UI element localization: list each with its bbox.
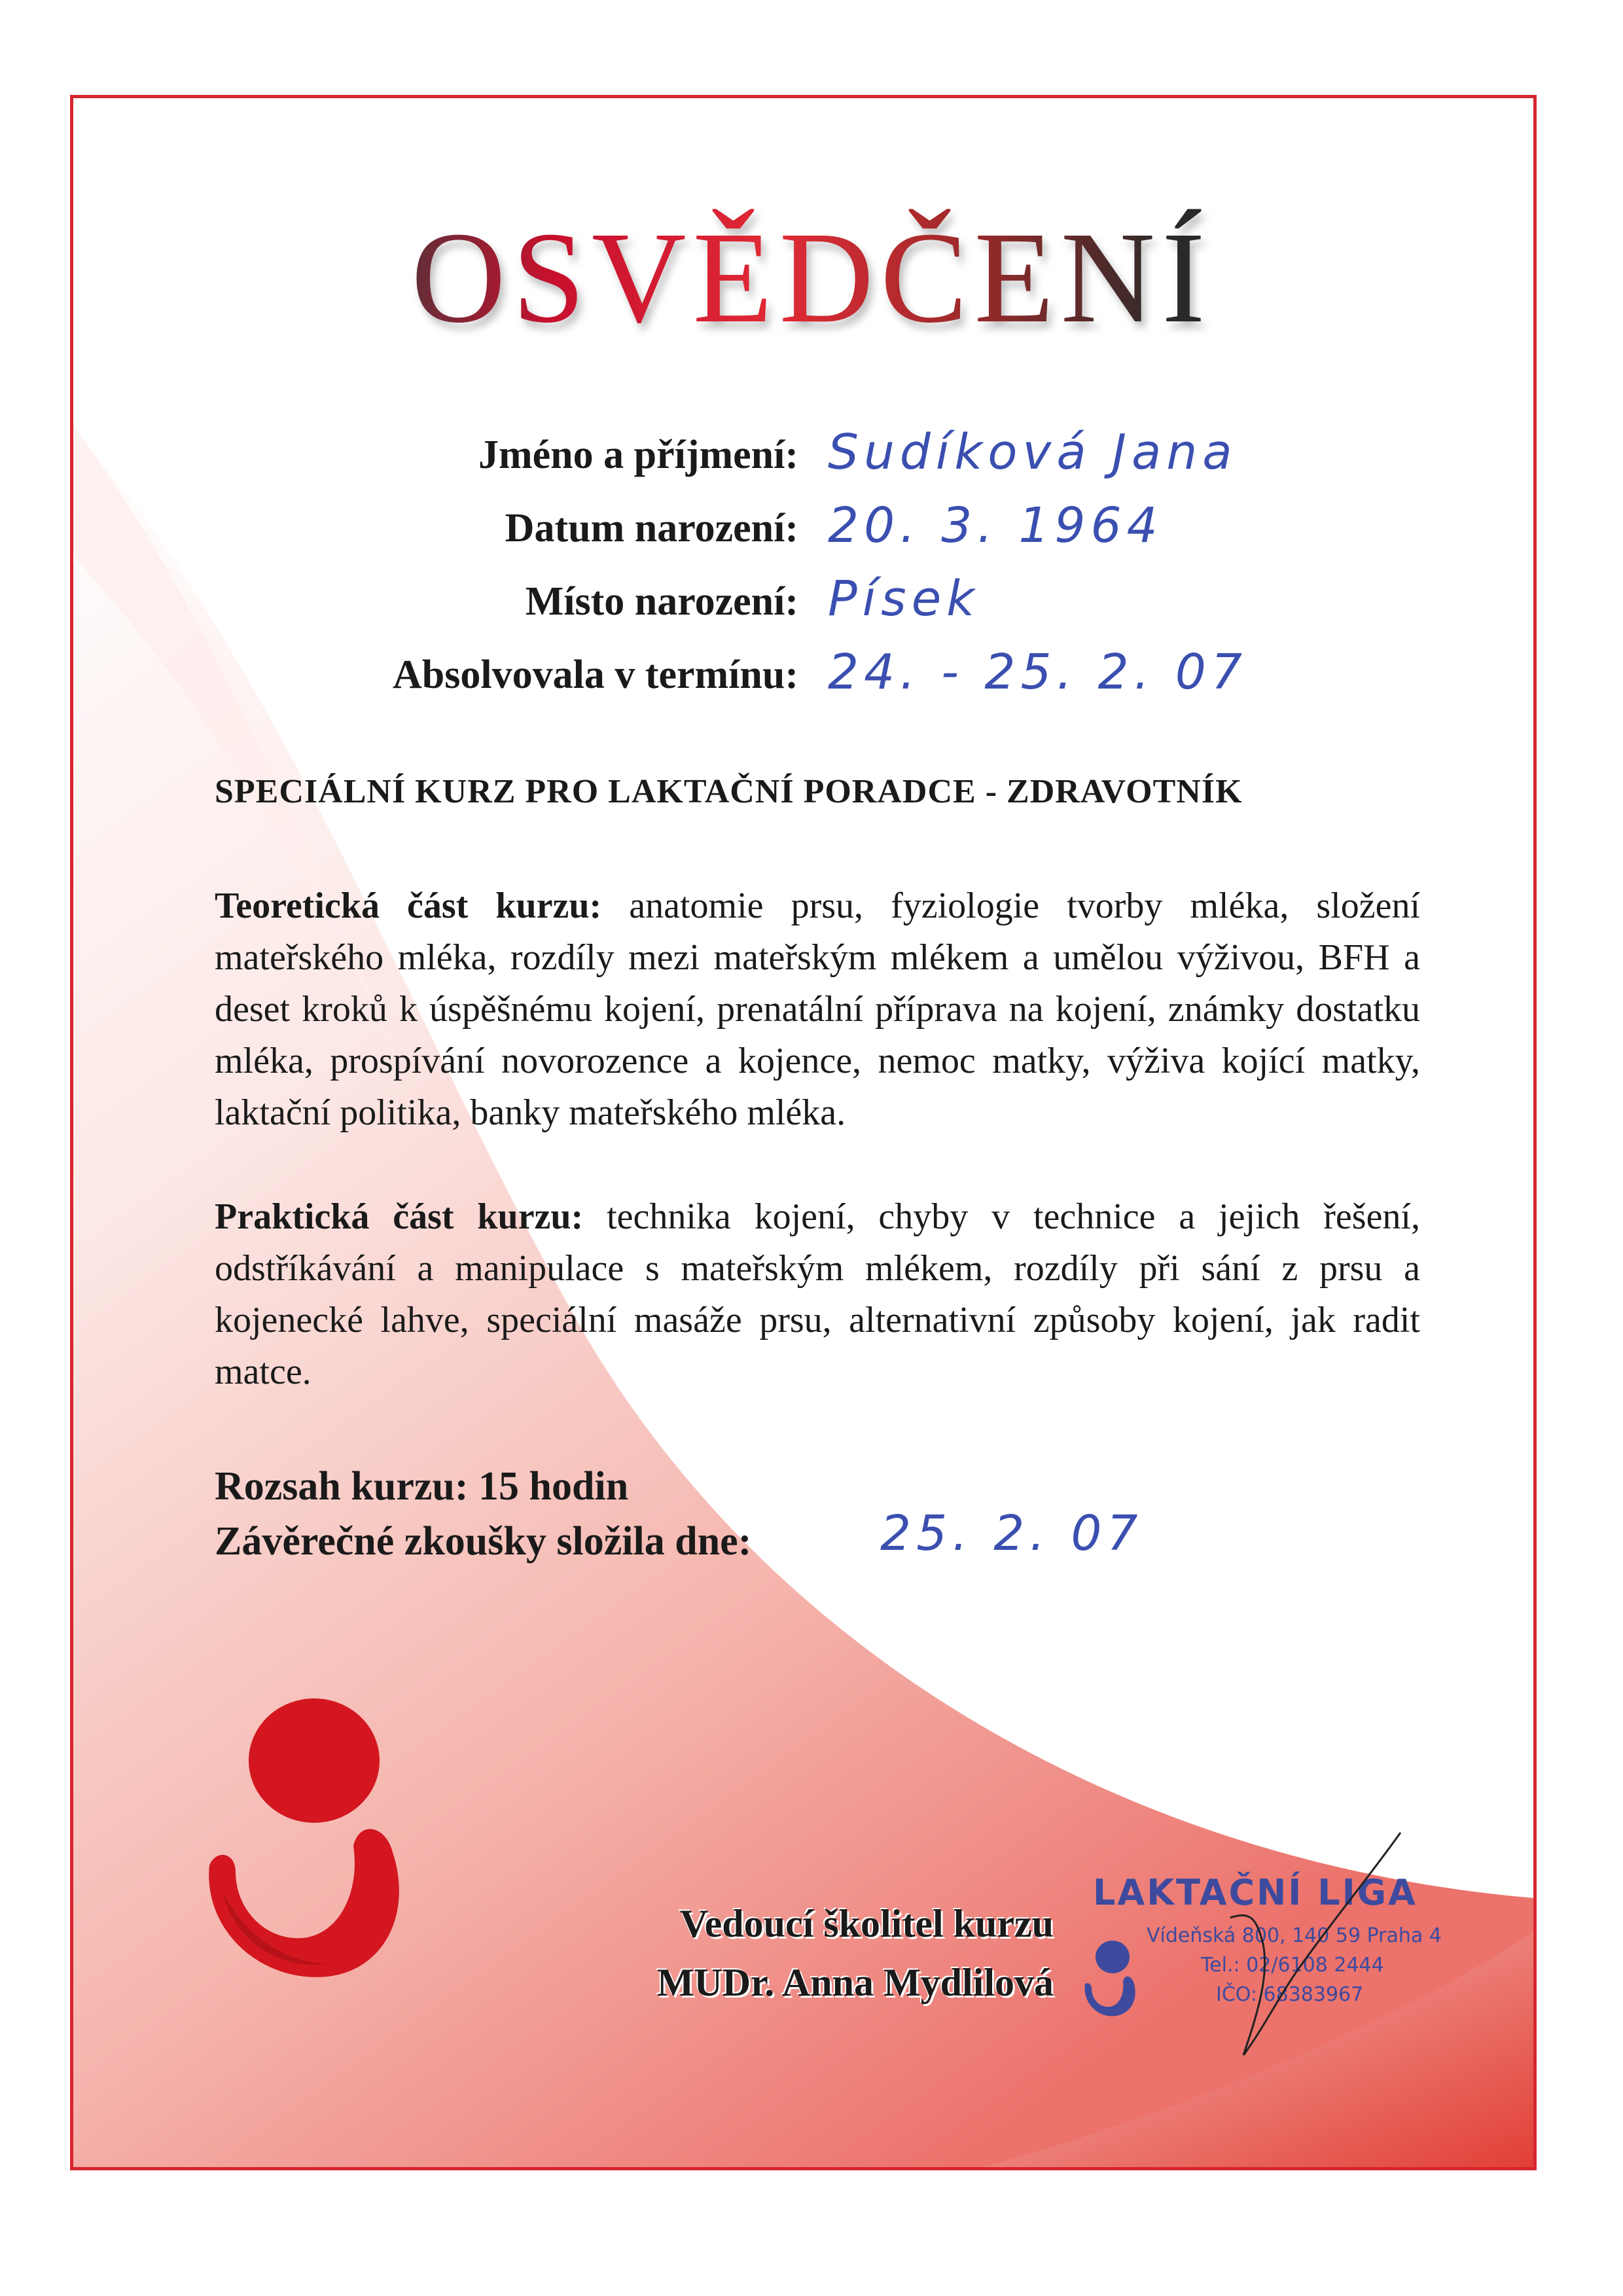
birth-date-value: 20. 3. 1964 xyxy=(828,497,1163,554)
practice-text: technika kojení, chyby v technice a jejich řešení, odstříkávání a manipulace s mateřským mlékem, rozdíly při sání z prsu a kojenecké lahve, speciální masáže prsu, alternativní způsoby kojení, jak radit matce. xyxy=(215,1196,1420,1392)
name-label: Jméno a příjmení: xyxy=(478,433,798,477)
stamp-title: LAKTAČNÍ LIGA xyxy=(1093,1872,1418,1913)
birth-place-label: Místo narození: xyxy=(525,579,798,624)
practice-label: Praktická část kurzu: xyxy=(215,1196,584,1237)
theory-label: Teoretická část kurzu: xyxy=(215,886,602,926)
handwritten-signature xyxy=(1204,1820,1427,2068)
birth-date-label: Datum narození: xyxy=(505,506,798,550)
signatory-role: Vedoucí školitel kurzu xyxy=(679,1902,1054,1945)
stamp-address: Vídeňská 800, 140 59 Praha 4 xyxy=(1147,1924,1442,1947)
practice-paragraph xyxy=(215,1191,1420,1398)
course-heading: SPECIÁLNÍ KURZ PRO LAKTAČNÍ PORADCE - ZDRAVOTNÍK xyxy=(215,773,1243,810)
course-dates-value: 24. - 25. 2. 07 xyxy=(828,644,1247,700)
exam-label: Závěrečné zkoušky složila dne: xyxy=(215,1519,752,1564)
signatory-name: MUDr. Anna Mydlilová xyxy=(656,1961,1054,2004)
name-value: Sudíková Jana xyxy=(828,424,1238,480)
course-scope: Rozsah kurzu: 15 hodin xyxy=(215,1464,629,1509)
stamp-phone: Tel.: 02/6108 2444 xyxy=(1201,1954,1384,1977)
liga-logo-icon xyxy=(196,1695,419,1996)
course-dates-label: Absolvovala v termínu: xyxy=(393,653,798,697)
stamp-logo-icon xyxy=(1080,1937,1139,2022)
theory-paragraph xyxy=(215,880,1420,1139)
stamp-ico: IČO: 68383967 xyxy=(1216,1983,1364,2006)
birth-place-value: Písek xyxy=(828,571,980,627)
certificate-title: OSVĚDČENÍ xyxy=(0,203,1623,353)
theory-text: anatomie prsu, fyziologie tvorby mléka, složení mateřského mléka, rozdíly mezi mateřským mlékem a umělou výživou, BFH a deset kroků k úspěšnému kojení, prenatální příprava na kojení, známky dostatku mléka, prospívání novorozence a kojence, nemoc matky, výživa kojící matky, laktační politika, banky mateřského mléka. xyxy=(215,886,1421,1133)
exam-date-value: 25. 2. 07 xyxy=(880,1505,1143,1562)
